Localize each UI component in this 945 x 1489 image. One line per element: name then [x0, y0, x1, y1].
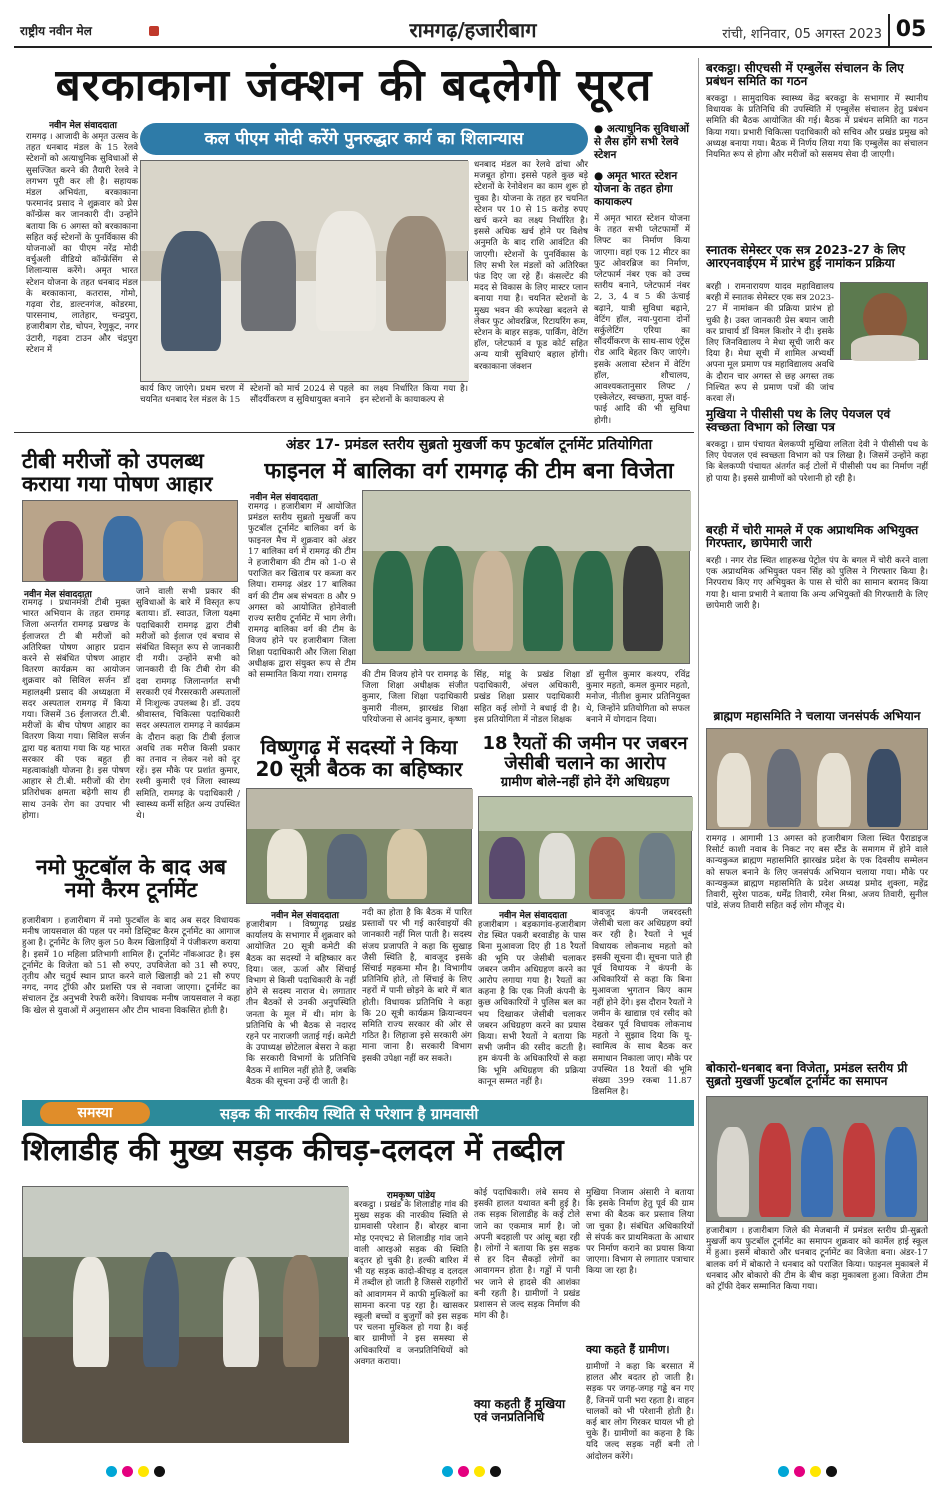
lead-under-mid: स्टेशनों को मार्च 2024 से पहले सौंदर्यीकरण व सुविधायुक्त बनाने [250, 384, 354, 406]
lead-bullet-1: ● अत्याधुनिक सुविधाओं से लैस होंगे सभी रेलवे स्टेशन [594, 123, 689, 161]
problem-col3: मुखिया निजाम अंसारी ने बताया कि इसके निर्माण हेतु पूर्व की ग्राम सभा की बैठक कर प्रस्ताव लिया जा चुका है। संबंधित अधिकारियों से संपर्क कर प्राथमिकता के आधार पर निर्माण कराने का प्रयास किया जाएगा। विभाग से लगातार पत्राचार किया जा रहा है। [586, 1188, 694, 1277]
lead-bullet-2: ● अमृत भारत स्टेशन योजना के तहत होगा कायाकल्प [594, 170, 678, 208]
football-col1: रामगढ़ । हजारीबाग में आयोजित प्रमंडल स्तरीय सुब्रतो मुखर्जी कप फुटबॉल टूर्नामेंट बालिका वर्ग के फाइनल मैच में शुक्रवार को अंडर 17 बालिका वर्ग में रामगढ़ की टीम ने हजारीबाग की टीम को 1-0 से पराजित कर खिताब पर कब्जा कर लिया। रामगढ़ अंडर 17 बालिका वर्ग की टीम अब संभवतः 8 और 9 अगस्त को आयोजित होनेवाली राज्य स्तरीय टूर्नामेंट में भाग लेगी। रामगढ़ बालिका वर्ग की टीम के विजय होने पर हजारीबाग जिला शिक्षा पदाधिकारी और जिला शिक्षा अधीक्षक द्वारा संयुक्त रूप से टीम को सम्मानित किया गया। रामगढ़ [248, 502, 356, 681]
farmers-headline: 18 रैयतों की जमीन पर जबरन जेसीबी चलाने का आरोप [482, 733, 688, 774]
namo-headline: नमो फुटबॉल के बाद अब नमो कैरम टूर्नामेंट [35, 855, 227, 903]
football-col3: सिंह, मांडू के प्रखंड शिक्षा पदाधिकारी, अंचल अधिकारी, प्रखंड शिक्षा प्रसार पदाधिकारी सहित कई लोगों ने बधाई दी है। इस प्रतियोगिता में नोडल शिक्षक [474, 670, 580, 725]
farmers-col2: बावजूद कंपनी जबरदस्ती जेसीबी चला कर अधिग्रहण क्यों कर रही है। रैयतों ने भूर्व विधायक लोकनाथ महतो को इसकी सूचना दी। सूचना पाते ही पूर्व विधायक ने कंपनी के अधिकारियों से कहा कि बिना मुआवजा भुगतान किए काम नहीं होने देंगे। इस दौरान रैयतों ने जमीन के खाद्यान्न एवं रसीद को देखकर पूर्व विधायक लोकनाथ महतो ने सुझाव दिया कि यू-स्वामित्व के साथ बैठक कर समाधान निकाला जाए। मौके पर उपस्थित 18 रैयतों की भूमि संख्या 399 रकबा 11.87 डिसमिल है। [592, 908, 692, 1098]
farmers-byline: नवीन मेल संवाददाता [499, 911, 567, 921]
lead-col3: में अमृत भारत स्टेशन योजना के तहत सभी प्लेटफार्मों में लिफ्ट का निर्माण किया जाएगा। वहां एक 12 मीटर का फुट ओवरब्रिज का निर्माण, प्लेटफार्म नंबर एक को उच्च स्तरीय बनाने, प्लेटफार्म नंबर 2, 3, 4 व 5 की ऊंचाई बढ़ाने, यात्री सुविधा बढ़ाने, वेटिंग हॉल, नया-पुराना दोनों सर्कुलेटिंग एरिया का सौंदर्यीकरण के साथ-साथ एंट्रेंस रोड आदि बेहतर किए जाएंगे। इसके अलावा स्टेशन में वेटिंग हॉल, शौचालय, आवश्यकतानुसार लिफ्ट / एस्केलेटर, स्वच्छता, मुफ्त वाई-फाई आदि की भी सुविधा होगी। [594, 214, 690, 426]
vishnugarh-headline: विष्णुगढ़ में सदस्यों ने किया 20 सूत्री बैठक का बहिष्कार [255, 735, 463, 781]
ambulance-body: बरकट्ठा । सामुदायिक स्वास्थ्य केंद्र बरकट्ठा के सभागार में स्थानीय विधायक के प्रतिनिधि की उपस्थिति में एम्बुलेंस संचालन हेतु प्रबंधन समिति की बैठक आयोजित की गई। बैठक में प्रबंधन समिति का गठन किया गया। प्रभारी चिकित्सा पदाधिकारी को सचिव और प्रखंड प्रमुख को अध्यक्ष बनाया गया। बैठक में निर्णय लिया गया कि एम्बुलेंस का संचालन नियमित रूप से होगा और मरीजों को ससमय सेवा दी जाएगी। [706, 94, 928, 161]
lead-bullet-1-text: अत्याधुनिक सुविधाओं से लैस होंगे सभी रेलवे स्टेशन [594, 123, 689, 161]
tb-col1: रामगढ़ । प्रधानमंत्री टीबी मुक्त भारत अभियान के तहत रामगढ़ जिला अन्तर्गत रामगढ़ प्रखण्ड के ईलाजरत टी बी मरीजों को अतिरिक्त पोषण आहार प्रदान करने से संबंधित पोषण आहार वितरण कार्यक्रम का आयोजन शुक्रवार को सिविल सर्जन डॉ महालक्ष्मी प्रसाद की अध्यक्षता में सदर अस्पताल रामगढ़ में किया गया। जिसमें 36 ईलाजरत टी.बी. मरीजों के बीच पोषण आहार का वितरण किया गया। सिविल सर्जन द्वारा यह बताया गया कि यह भारत सरकार की एक बहुत ही महत्वाकांक्षी योजना है। इस पोषण आहार से टी.बी. मरीजों की रोग प्रतिरोधक क्षमता बढ़ेगी साथ ही साथ उनके रोग का उपचार भी होगा। [22, 598, 130, 821]
page-number: 05 [888, 14, 932, 46]
tb-photo [22, 500, 238, 582]
football-photo [362, 490, 690, 664]
mukhiya-headline: मुखिया ने पीसीसी पथ के लिए पेयजल एवं स्वच्छता विभाग को लिखा पत्र [706, 407, 891, 435]
lead-bullet-2-text: अमृत भारत स्टेशन योजना के तहत होगा कायाकल्प [594, 170, 678, 208]
principal-photo [840, 282, 928, 360]
vishnugarh-col1: हजारीबाग । विष्णुगढ़ प्रखंड कार्यालय के सभागार में शुक्रवार को आयोजित 20 सूत्री कमेटी की बैठक का सदस्यों ने बहिष्कार कर दिया। जल, ऊर्जा और सिंचाई विभाग से किसी पदाधिकारी के नहीं होने से सदस्य नाराज थे। लगातार तीन बैठकों से उनकी अनुपस्थिति जनता के मूल में थी। मांग के प्रतिनिधि के भी बैठक से नदारद रहने पर नाराजगी जताई गई। कमेटी के उपाध्यक्ष छोटेलाल बेसरा ने कहा कि सरकारी विभागों के प्रतिनिधि बैठक में शामिल नहीं होते हैं, जबकि बैठक की सूचना उन्हें दी जाती है। [246, 920, 356, 1087]
football-col2: की टीम विजय होने पर रामगढ़ के जिला शिक्षा अधीक्षक संजीत कुमार, जिला शिक्षा पदाधिकारी कुमारी नीलम, झारखंड शिक्षा परियोजना से आनंद कुमार, कृष्णा [362, 670, 468, 725]
semester-body-a: बरही । रामनारायण यादव महाविद्यालय बरही में स्नातक सेमेस्टर एक सत्र 2023-27 में नामांकन की प्रक्रिया प्रारंभ हो चुकी है। उक्त जानकारी प्रेस बयान जारी कर प्राचार्य डॉ विमल किशोर ने दी। इसके लिए जिनविद्यालय ने मेधा सूची जारी कर दिया है। मेधा सूची में शामिल अभ्यर्थी अपना मूल प्रमाण पत्र महाविद्यालय अवधि के दौरान चार अगस्त से छह अगस्त तक निश्चित रूप से प्रमाण पत्रों की जांच करवा लें। [706, 282, 834, 405]
lead-byline: नवीन मेल संवाददाता [49, 121, 117, 131]
ambulance-headline: बरकट्ठा। सीएचसी में एम्बुलेंस संचालन के लिए प्रबंधन समिति का गठन [706, 61, 904, 89]
section-title: रामगढ़/हजारीबाग [409, 18, 537, 42]
lead-photo [140, 160, 468, 382]
tb-col2: जाने वाली सभी प्रकार की सुविधाओं के बारे में विस्तृत रूप बताया। डॉ. स्वाउत, जिला यक्ष्मा पदाधिकारी रामगढ़ द्वारा टीबी मरीजों को ईलाज एवं बचाव से संबंधित विस्तृत रूप से जानकारी दी गयी। उन्होंने सभी को जानकारी दी कि टीबी रोग की दवा रामगढ़ जिलान्तर्गत सभी सरकारी एवं गैरसरकारी अस्पतालों में निःशुल्क उपलब्ध है। डॉ. उदय श्रीवास्तव, चिकित्सा पदाधिकारी सदर अस्पताल रामगढ़ ने कार्यक्रम के दौरान कहा कि टीबी ईलाज अवधि तक मरीज किसी प्रकार का तनाव न लेकर नशे को दूर रहें। इस मौके पर प्रशांत कुमार, रश्मी कुमारी एवं जिला स्वास्थ्य समिति, रामगढ़ के पदाधिकारी / स्वास्थ्य कर्मी सहित अन्य उपस्थित थे। [136, 587, 240, 822]
bokaro-photo [706, 1096, 928, 1222]
lead-col2: धनबाद मंडल का रेलवे ढांचा और मजबूत होगा। इससे पहले कुछ बड़े स्टेशनों के रेनोवेशन का काम शुरू हो चुका है। योजना के तहत हर चयनित स्टेशन पर 10 से 15 करोड़ रुपए खर्च करने का लक्ष्य निर्धारित है। इससे अधिक खर्च होने पर विशेष अनुमति के बाद राशि आवंटित की जाएगी। स्टेशनों के पुनर्विकास के लिए सभी रेल मंडलों को अतिरिक्त फंड दिए जा रहे हैं। कंसल्टेंट की मदद से विकास के लिए मास्टर प्लान बनाया गया है। चयनित स्टेशनों के मुख्य भवन की रूपरेखा बदलने से लेकर फुट ओवरब्रिज, रिटायरिंग रूम, स्टेशन के बाहर सड़क, पार्किंग, वेटिंग हॉल, प्लेटफार्म व फूड कोर्ट सहित अन्य यात्री सुविधाएं बहाल होंगी। बरकाकाना जंक्शन [474, 160, 588, 372]
lead-headline: बरकाकाना जंक्शन की बदलेगी सूरत [55, 60, 653, 111]
registration-marks-left [106, 1462, 216, 1476]
farmers-col1: हजारीबाग । बड़कागांव-हजारीबाग रोड स्थित पकरी बरवाडीह के पास बिना मुआवजा दिए ही 18 रैयतों की भूमि पर जेसीबी चलाकर जबरन जमीन अधिग्रहण करने का आरोप लगाया गया है। रैयतों का कहना है कि एक निजी कंपनी के कुछ अधिकारियों ने पुलिस बल का भय दिखाकर जेसीबी चलाकर जबरन अधिग्रहण करने का प्रयास किया। सभी रैयतों ने बताया कि सभी जमीन की रसीद कटती है। हम कंपनी के अधिकारियों से कहा कि भूमि अधिग्रहण की प्रक्रिया कानून सम्मत नहीं है। [478, 920, 586, 1087]
lead-under-right: का लक्ष्य निर्धारित किया गया है। इन स्टेशनों के कायाकल्प से [360, 384, 468, 406]
bokaro-headline: बोकारो-धनबाद बना विजेता, प्रमंडल स्तरीय प्री सुब्रतो मुखर्जी फुटबॉल टूर्नामेंट का समापन [706, 1061, 908, 1089]
lead-subhead: कल पीएम मोदी करेंगे पुनरुद्धार कार्य का शिलान्यास [140, 123, 588, 155]
brahman-body: रामगढ़ । आगामी 13 अगस्त को हजारीबाग जिला स्थित पैराडाइज रिसोर्ट काशी नवाब के निकट नए बस स्टैंड के समागम में होने वाले कान्यकुब्ज ब्राह्मण महासमिति झारखंड प्रदेश के एक दिवसीय सम्मेलन को सफल बनाने के लिए जनसंपर्क अभियान चलाया गया। मौके पर कान्यकुब्ज ब्राह्मण महासमिति के प्रदेश अध्यक्ष प्रमोद शुक्ला, महेंद्र तिवारी, सुरेश पाठक, धर्मेंद्र तिवारी, रमेश मिश्रा, अजय तिवारी, सुनील पांडे, संजय तिवारी सहित कई लोग मौजूद थे। [706, 834, 928, 912]
problem-kicker: सड़क की नारकीय स्थिति से परेशान है ग्रामवासी [220, 1105, 479, 1123]
vishnugarh-photo [246, 788, 472, 904]
football-col4: डॉ सुनील कुमार कश्यप, रविंद्र कुमार महतो, कमल कुमार महतो, मनोज, नीतीश कुमार प्रतिनियुक्त थे, जिन्होंने प्रतियोगिता को सफल बनाने में योगदान दिया। [586, 670, 690, 725]
date-line: रांची, शनिवार, 05 अगस्त 2023 [722, 27, 882, 42]
problem-byline: रामकृष्ण पांडेय [386, 1191, 436, 1201]
registration-marks-right [778, 1462, 888, 1476]
tb-byline: नवीन मेल संवाददाता [24, 590, 92, 600]
problem-col4: ग्रामीणों ने कहा कि बरसात में हालत और बदतर हो जाती है। सड़क पर जगह-जगह गड्ढे बन गए हैं, जिनमें पानी भरा रहता है। वाहन चालकों को भी परेशानी होती है। कई बार लोग गिरकर घायल भी हो चुके हैं। ग्रामीणों का कहना है कि यदि जल्द सड़क नहीं बनी तो आंदोलन करेंगे। [586, 1362, 694, 1462]
lead-under-left: कार्य किए जाएंगे। प्रथम चरण में चयनित धनबाद रेल मंडल के 15 [140, 384, 244, 406]
divider [14, 432, 694, 433]
vishnugarh-byline: नवीन मेल संवाददाता [271, 911, 339, 921]
theft-headline: बरही में चोरी मामले में एक अप्राथमिक अभियुक्त गिरफ्तार, छापेमारी जारी [706, 523, 919, 551]
football-byline: नवीन मेल संवाददाता [250, 493, 318, 503]
problem-sub2: क्या कहते हैं ग्रामीण। [586, 1343, 670, 1356]
mukhiya-body: बरकट्ठा । ग्राम पंचायत बेलकप्पी मुखिया ललिता देवी ने पीसीसी पथ के लिए पेयजल एवं स्वच्छता विभाग को पत्र लिखा है। जिसमें उन्होंने कहा कि बेलकप्पी पंचायत अंतर्गत कई टोलों में पीसीसी पथ का निर्माण नहीं हो पाया है। इससे ग्रामीणों को परेशानी हो रही है। [706, 440, 928, 484]
problem-tag: समस्या [40, 1102, 150, 1124]
paper-name: राष्ट्रीय नवीन मेल [20, 24, 92, 38]
column-divider [698, 58, 699, 1446]
semester-headline: स्नातक सेमेस्टर एक सत्र 2023-27 के लिए आरएनवाईएम में प्रारंभ हुई नामांकन प्रक्रिया [706, 243, 906, 271]
problem-sub1: क्या कहती हैं मुखिया एवं जनप्रतिनिधि [474, 1397, 566, 1425]
problem-photo [22, 1186, 348, 1442]
lead-col1: रामगढ़ । आजादी के अमृत उत्सव के तहत धनबाद मंडल के 15 रेलवे स्टेशनों को अत्याधुनिक सुविधाओं से सुसज्जित करने की तैयारी रेलवे ने लगभग पूरी कर ली है। सहायक मंडल अभियंता, बरकाकाना फरमानंद प्रसाद ने शुक्रवार को प्रेस कॉन्फ्रेंस कर जानकारी दी। उन्होंने बताया कि 6 अगस्त को बरकाकाना सहित कई स्टेशनों के पुनर्विकास की योजनाओं का पीएम नरेंद्र मोदी वर्चुअली वीडियो कॉन्फ्रेंसिंग से शिलान्यास करेंगे। अमृत भारत स्टेशन योजना के तहत धनबाद मंडल के बरकाकाना, कतरास, गोमो, गढ़वा रोड, डाल्टनगंज, कोडरमा, पारसनाथ, लातेहार, चन्द्रपुरा, हजारीबाग रोड, चोपन, रेणुकूट, नगर उंटारी, गढ़वा टाउन और चंद्रपुरा स्टेशन में [26, 132, 138, 355]
registration-marks-center [442, 1462, 552, 1476]
namo-body: हजारीबाग । हजारीबाग में नमो फुटबॉल के बाद अब सदर विधायक मनीष जायसवाल की पहल पर नमो डिस्ट्रिक्ट कैरम टूर्नामेंट का आगाज हुआ है। टूर्नामेंट के लिए कुल 50 कैरम खिलाड़ियों ने पंजीकरण कराया है। इसमें 10 महिला प्रतिभागी शामिल हैं। टूर्नामेंट नॉकआउट है। इस टूर्नामेंट के विजेता को 51 सौ रुपए, उपविजेता को 31 सौ रुपए, तृतीय और चतुर्थ स्थान प्राप्त करने वाले खिलाड़ी को 21 सौ रुपए नगद, नगद ट्रॉफी और प्रशस्ति पत्र से नवाजा जाएगा। टूर्नामेंट का संचालन ट्रेंड अनुभवी रेफरी करेंगे। विधायक मनीष जायसवाल ने कहा कि खेल से युवाओं में अनुशासन और टीम भावना विकसित होती है। [22, 916, 240, 1016]
masthead [14, 14, 932, 48]
farmers-subhead: ग्रामीण बोले-नहीं होने देंगे अधिग्रहण [500, 775, 670, 790]
brahman-headline: ब्राह्मण महासमिति ने चलाया जनसंपर्क अभियान [713, 709, 921, 723]
theft-body: बरही । नगर रोड स्थित शाहरूख पेट्रोल पंप के बगल में चोरी करने वाला एक अप्राथमिक अभियुक्त पवन सिंह को पुलिस ने गिरफ्तार किया है। निरपराध किए गए अभियुक्त के पास से चोरी का सामान बरामद किया गया है। थाना प्रभारी ने बताया कि अन्य अभियुक्तों की गिरफ्तारी के लिए छापेमारी जारी है। [706, 556, 928, 611]
problem-headline: शिलाडीह की मुख्य सड़क कीचड़-दलदल में तब्दील [22, 1133, 564, 1168]
vishnugarh-col2: नदी का होता है कि बैठक में पारित प्रस्तावों पर भी गई कार्रवाइयों की जानकारी नहीं मिल पाती है। सदस्य संजय प्रजापति ने कहा कि सुखाड़ जैसी स्थिति है, बावजूद इसके सिंचाई महकमा मौन है। विभागीय प्रतिनिधि होते, तो सिंचाई के लिए नहरों में पानी छोड़ने के बारे में बात होती। विधायक प्रतिनिधि ने कहा कि 20 सूत्री कार्यक्रम क्रियान्वयन समिति राज्य सरकार की ओर से गठित है। लिहाजा इसे सरकारी अंग माना जाना है। सरकारी विभाग इसकी उपेक्षा नहीं कर सकते। [362, 908, 472, 1064]
problem-col2: कोई पदाधिकारी। लंबे समय से इसकी हालत यथावत बनी हुई है। तक सड़क शिलाडीह के कई टोले जाने का एकमात्र मार्ग है। जो अपनी बदहाली पर आंसू बहा रही है। लोगों ने बताया कि इस सड़क से हर दिन सैकड़ों लोगों का आवागमन होता है। गड्ढों में पानी भर जाने से हादसे की आशंका बनी रहती है। ग्रामीणों ने प्रखंड प्रशासन से जल्द सड़क निर्माण की मांग की है। [474, 1188, 580, 1322]
tb-headline: टीबी मरीजों को उपलब्ध कराया गया पोषण आहार [22, 449, 213, 497]
bokaro-body: हजारीबाग । हजारीबाग जिले की मेजबानी में प्रमंडल स्तरीय प्री-सुब्रतो मुखर्जी कप फुटबॉल टूर्नामेंट का समापन शुक्रवार को कार्मेल हाई स्कूल में हुआ। इसमें बोकारो और धनबाद टूर्नामेंट का विजेता बना। अंडर-17 बालक वर्ग में बोकारो ने धनबाद को पराजित किया। फाइनल मुकाबले में धनबाद और बोकारो की टीम के बीच कड़ा मुकाबला हुआ। विजेता टीम को ट्रॉफी देकर सम्मानित किया गया। [706, 1226, 928, 1293]
problem-col1: बरकट्ठा । प्रखंड के शिलाडीह गांव की मुख्य सड़क की नारकीय स्थिति से ग्रामवासी परेशान हैं। बोरहर बाना मोड़ एनएच2 से शिलाडीह गांव जाने वाली आरइओ सड़क की स्थिति बद्तर हो चुकी है। हल्की बारिश में भी यह सड़क कादो-कीचड़ व दलदल में तब्दील हो जाती है जिससे राहगीरों को आवागमन में काफी मुश्किलों का सामना करना पड़ रहा है। खासकर स्कूली बच्चों व बुजुर्गों को इस सड़क पर चलना मुश्किल हो गया है। कई बार ग्रामीणों ने इस समस्या से अधिकारियों व जनप्रतिनिधियों को अवगत कराया। [354, 1200, 468, 1367]
brahman-photo [706, 728, 928, 830]
football-kicker: अंडर 17- प्रमंडल स्तरीय सुब्रतो मुखर्जी कप फुटबॉल टूर्नामेंट प्रतियोगिता [285, 437, 653, 453]
farmers-photo [478, 796, 692, 904]
football-headline: फाइनल में बालिका वर्ग रामगढ़ की टीम बना विजेता [264, 459, 674, 484]
